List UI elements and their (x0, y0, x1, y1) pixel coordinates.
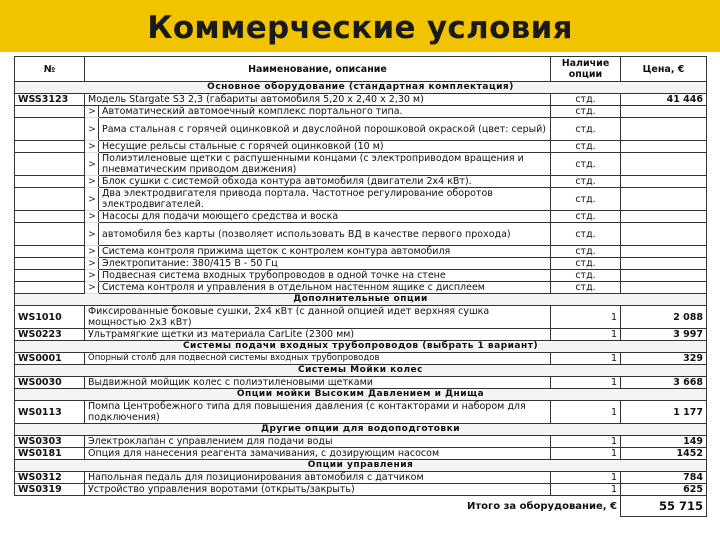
table-row (15, 246, 707, 258)
bullet-arrow-icon: > (85, 270, 99, 282)
table-row (15, 282, 707, 294)
table-row (15, 377, 707, 389)
table-row (15, 472, 707, 484)
bullet-arrow-icon: > (85, 118, 99, 141)
control-items (15, 472, 707, 496)
item-description: Несущие рельсы стальные с горячей оцинковкой (10 м) (99, 141, 551, 153)
item-price: 3 668 (621, 377, 707, 389)
item-description: Модель Stargate S3 2,3 (габариты автомобиля 5,20 x 2,40 x 2,30 м) (85, 94, 551, 106)
section-title-additional: Дополнительные опции (15, 294, 707, 306)
standard-items (15, 106, 707, 294)
table-row (15, 141, 707, 153)
item-option: стд. (551, 246, 621, 258)
item-option: стд. (551, 211, 621, 223)
item-quantity: 1 (551, 448, 621, 460)
item-option: стд. (551, 270, 621, 282)
item-code: WS1010 (15, 306, 85, 329)
item-option: стд. (551, 282, 621, 294)
item-price-empty (621, 246, 707, 258)
item-price-empty (621, 188, 707, 211)
table-header-row (15, 57, 707, 82)
item-price-empty (621, 153, 707, 176)
item-description: Два электродвигателя привода портала. Частотное регулирование оборотов электродвигателей. (99, 188, 551, 211)
bullet-arrow-icon: > (85, 176, 99, 188)
item-quantity: 1 (551, 329, 621, 341)
table-row (15, 258, 707, 270)
item-description: Опция для нанесения реагента замачивания, с дозирующим насосом (85, 448, 551, 460)
section-row-control (15, 460, 707, 472)
item-code: WS0319 (15, 484, 85, 496)
item-quantity: 1 (551, 306, 621, 329)
item-price-empty (621, 270, 707, 282)
table-row (15, 223, 707, 246)
item-price: 2 088 (621, 306, 707, 329)
item-code-empty (15, 270, 85, 282)
additional-items (15, 306, 707, 341)
item-description: Выдвижной мойщик колес с полиэтиленовыми щетками (85, 377, 551, 389)
header-options: Наличие опции (551, 57, 621, 82)
section-title-water: Другие опции для водоподготовки (15, 424, 707, 436)
wheel-items (15, 377, 707, 389)
item-description: Ультрамягкие щетки из материала CarLite (2300 мм) (85, 329, 551, 341)
item-code-empty (15, 223, 85, 246)
item-code-empty (15, 211, 85, 223)
bullet-arrow-icon: > (85, 188, 99, 211)
item-description: Полиэтиленовые щетки с распушенными концами (с электроприводом вращения и пневматическим приводом движения) (99, 153, 551, 176)
item-quantity: 1 (551, 436, 621, 448)
item-price: 3 997 (621, 329, 707, 341)
item-option: стд. (551, 106, 621, 118)
item-quantity: 1 (551, 472, 621, 484)
page-title: Коммерческие условия (147, 10, 573, 46)
bullet-arrow-icon: > (85, 106, 99, 118)
table-row (15, 106, 707, 118)
item-option: стд. (551, 94, 621, 106)
bullet-arrow-icon: > (85, 246, 99, 258)
section-row-wheels (15, 365, 707, 377)
item-code: WS0312 (15, 472, 85, 484)
section-title-wheels: Системы Мойки колес (15, 365, 707, 377)
bullet-arrow-icon: > (85, 282, 99, 294)
item-price: 1 177 (621, 401, 707, 424)
item-code-empty (15, 141, 85, 153)
item-code-empty (15, 258, 85, 270)
table-row (15, 448, 707, 460)
section-row-water (15, 424, 707, 436)
table-row (15, 176, 707, 188)
item-description: Устройство управления воротами (открыть/закрыть) (85, 484, 551, 496)
item-price-empty (621, 141, 707, 153)
item-code: WS0001 (15, 353, 85, 365)
item-price: 329 (621, 353, 707, 365)
section-row-supply (15, 341, 707, 353)
item-option: стд. (551, 176, 621, 188)
bullet-arrow-icon: > (85, 258, 99, 270)
item-code-empty (15, 106, 85, 118)
item-price-empty (621, 223, 707, 246)
item-code-empty (15, 153, 85, 176)
total-value: 55 715 (621, 496, 707, 517)
item-price: 1452 (621, 448, 707, 460)
item-price-empty (621, 282, 707, 294)
bullet-arrow-icon: > (85, 211, 99, 223)
total-label: Итого за оборудование, € (466, 500, 617, 512)
section-title-control: Опции управления (15, 460, 707, 472)
quote-sheet (14, 56, 706, 528)
item-price-empty (621, 176, 707, 188)
item-code: WS0223 (15, 329, 85, 341)
quote-table (14, 56, 707, 517)
item-price: 784 (621, 472, 707, 484)
table-row (15, 484, 707, 496)
total-row (15, 496, 707, 517)
item-option: стд. (551, 118, 621, 141)
item-code-empty (15, 246, 85, 258)
water-items (15, 436, 707, 460)
section-row-standard (15, 82, 707, 94)
item-price-empty (621, 211, 707, 223)
item-description: Рама стальная с горячей оцинковкой и двуслойной порошковой окраской (цвет: серый) (99, 118, 551, 141)
item-code: WS0113 (15, 401, 85, 424)
table-row (15, 401, 707, 424)
table-row (15, 306, 707, 329)
item-description: Система контроля и управления в отдельном настенном ящике с дисплеем (99, 282, 551, 294)
header-name: Наименование, описание (85, 57, 551, 82)
item-price: 149 (621, 436, 707, 448)
section-title-supply: Системы подачи входных трубопроводов (выбрать 1 вариант) (15, 341, 707, 353)
standard-main-row (15, 94, 707, 106)
item-description: Помпа Центробежного типа для повышения давления (с контакторами и набором для подключения) (85, 401, 551, 424)
item-price-empty (621, 106, 707, 118)
section-title-hp: Опции мойки Высоким Давлением и Днища (15, 389, 707, 401)
item-description: Блок сушки с системой обхода контура автомобиля (двигатели 2x4 кВт). (99, 176, 551, 188)
item-price-empty (621, 258, 707, 270)
item-option: стд. (551, 223, 621, 246)
item-option: стд. (551, 188, 621, 211)
item-description: Фиксированные боковые сушки, 2x4 кВт (с данной опцией идет верхняя сушка мощностью 2x3 кВт) (85, 306, 551, 329)
item-code: WS0181 (15, 448, 85, 460)
item-code-empty (15, 282, 85, 294)
item-description: Опорный столб для подвесной системы входных трубопроводов (85, 353, 551, 365)
item-description: Электропитание: 380/415 В - 50 Гц (99, 258, 551, 270)
item-description: автомобиля без карты (позволяет использовать ВД в качестве первого прохода) (99, 223, 551, 246)
table-row (15, 353, 707, 365)
table-row (15, 436, 707, 448)
item-quantity: 1 (551, 401, 621, 424)
item-quantity: 1 (551, 484, 621, 496)
item-description: Подвесная система входных трубопроводов в одной точке на стене (99, 270, 551, 282)
table-row (15, 188, 707, 211)
item-quantity: 1 (551, 377, 621, 389)
item-description: Насосы для подачи моющего средства и воска (99, 211, 551, 223)
item-description: Напольная педаль для позиционирования автомобиля с датчиком (85, 472, 551, 484)
bullet-arrow-icon: > (85, 141, 99, 153)
header-price: Цена, € (621, 57, 707, 82)
item-price: 41 446 (621, 94, 707, 106)
header-number: № (15, 57, 85, 82)
item-option: стд. (551, 153, 621, 176)
table-row (15, 329, 707, 341)
section-title-standard: Основное оборудование (стандартная комплектация) (15, 82, 707, 94)
table-row (15, 153, 707, 176)
item-option: стд. (551, 258, 621, 270)
supply-items (15, 353, 707, 365)
item-code: WS0030 (15, 377, 85, 389)
table-row (15, 118, 707, 141)
item-code: WSS3123 (15, 94, 85, 106)
item-price: 625 (621, 484, 707, 496)
bullet-arrow-icon: > (85, 223, 99, 246)
item-code: WS0303 (15, 436, 85, 448)
item-code-empty (15, 118, 85, 141)
section-row-hp (15, 389, 707, 401)
item-quantity: 1 (551, 353, 621, 365)
item-description: Электроклапан с управлением для подачи воды (85, 436, 551, 448)
item-code-empty (15, 188, 85, 211)
bullet-arrow-icon: > (85, 153, 99, 176)
table-row (15, 270, 707, 282)
item-description: Система контроля прижима щеток с контролем контура автомобиля (99, 246, 551, 258)
hp-items (15, 401, 707, 424)
item-option: стд. (551, 141, 621, 153)
item-price-empty (621, 118, 707, 141)
table-row (15, 211, 707, 223)
item-description: Автоматический автомоечный комплекс портального типа. (99, 106, 551, 118)
item-code-empty (15, 176, 85, 188)
section-row-additional (15, 294, 707, 306)
